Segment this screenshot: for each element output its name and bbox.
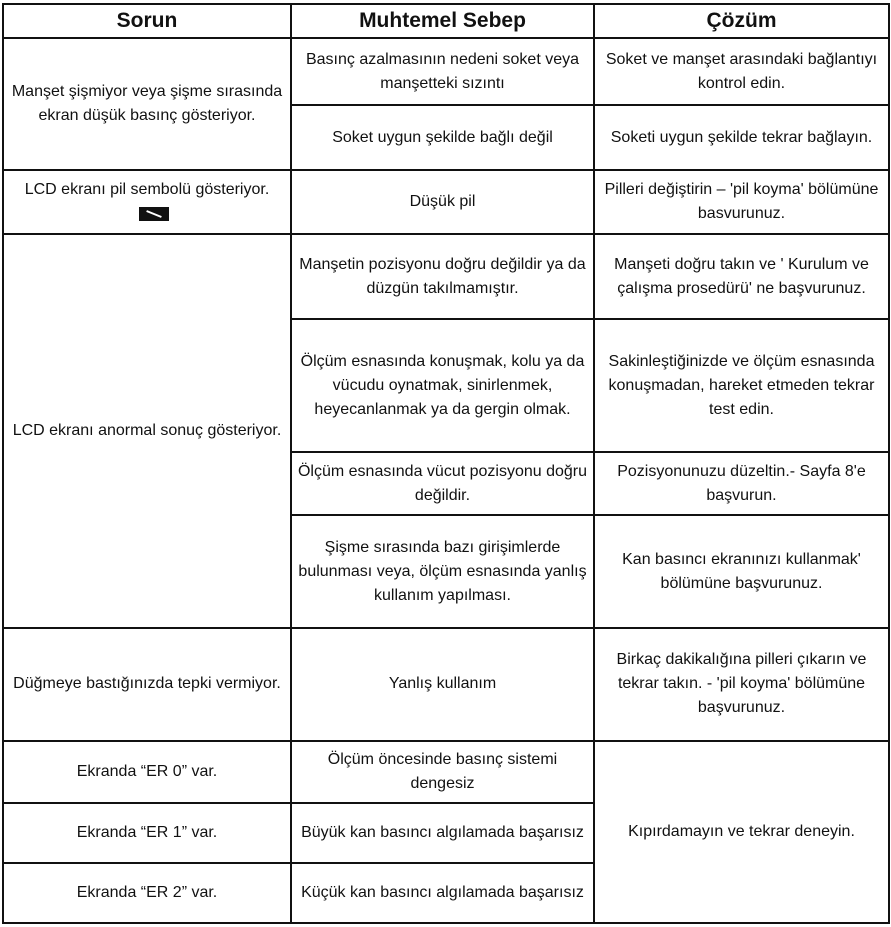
cause-cell: Yanlış kullanım [291, 628, 594, 741]
cause-cell: Basınç azalmasının nedeni soket veya manşetteki sızıntı [291, 38, 594, 105]
low-battery-icon [139, 207, 169, 221]
cause-cell: Düşük pil [291, 170, 594, 234]
problem-cell: Ekranda “ER 2” var. [3, 863, 291, 923]
solution-cell: Soketi uygun şekilde tekrar bağlayın. [594, 105, 889, 170]
problem-cell [3, 170, 291, 234]
table-row [3, 741, 889, 803]
problem-text: LCD ekranı pil sembolü gösteriyor. [24, 181, 270, 199]
cause-cell: Ölçüm esnasında konuşmak, kolu ya da vücudu oynatmak, sinirlenmek, heyecanlanmak ya da gergin olmak. [291, 319, 594, 452]
cause-cell: Büyük kan basıncı algılamada başarısız [291, 803, 594, 863]
problem-cell: LCD ekranı anormal sonuç gösteriyor. [3, 234, 291, 627]
solution-cell: Manşeti doğru takın ve ' Kurulum ve çalışma prosedürü' ne başvurunuz. [594, 234, 889, 319]
problem-cell: Düğmeye bastığınızda tepki vermiyor. [3, 628, 291, 741]
cause-cell: Ölçüm öncesinde basınç sistemi dengesiz [291, 741, 594, 803]
cause-cell: Soket uygun şekilde bağlı değil [291, 105, 594, 170]
cause-cell: Küçük kan basıncı algılamada başarısız [291, 863, 594, 923]
solution-cell: Pozisyonunuzu düzeltin.- Sayfa 8'e başvurun. [594, 452, 889, 515]
table-row [3, 234, 889, 319]
header-problem: Sorun [3, 4, 291, 38]
table-row [3, 38, 889, 105]
troubleshooting-table [2, 3, 890, 924]
cause-cell: Manşetin pozisyonu doğru değildir ya da düzgün takılmamıştır. [291, 234, 594, 319]
table-row [3, 628, 889, 741]
solution-cell: Kan basıncı ekranınızı kullanmak' bölümüne başvurunuz. [594, 515, 889, 627]
solution-cell: Sakinleştiğinizde ve ölçüm esnasında konuşmadan, hareket etmeden tekrar test edin. [594, 319, 889, 452]
header-solution: Çözüm [594, 4, 889, 38]
solution-cell: Soket ve manşet arasındaki bağlantıyı kontrol edin. [594, 38, 889, 105]
cause-cell: Ölçüm esnasında vücut pozisyonu doğru değildir. [291, 452, 594, 515]
solution-cell: Birkaç dakikalığına pilleri çıkarın ve tekrar takın. - 'pil koyma' bölümüne başvurunuz. [594, 628, 889, 741]
problem-cell: Manşet şişmiyor veya şişme sırasında ekran düşük basınç gösteriyor. [3, 38, 291, 170]
solution-cell: Kıpırdamayın ve tekrar deneyin. [594, 741, 889, 923]
table-row [3, 170, 889, 234]
problem-cell: Ekranda “ER 1” var. [3, 803, 291, 863]
cause-cell: Şişme sırasında bazı girişimlerde bulunması veya, ölçüm esnasında yanlış kullanım yapılması. [291, 515, 594, 627]
header-row [3, 4, 889, 38]
solution-cell: Pilleri değiştirin – 'pil koyma' bölümüne basvurunuz. [594, 170, 889, 234]
problem-cell: Ekranda “ER 0” var. [3, 741, 291, 803]
header-cause: Muhtemel Sebep [291, 4, 594, 38]
